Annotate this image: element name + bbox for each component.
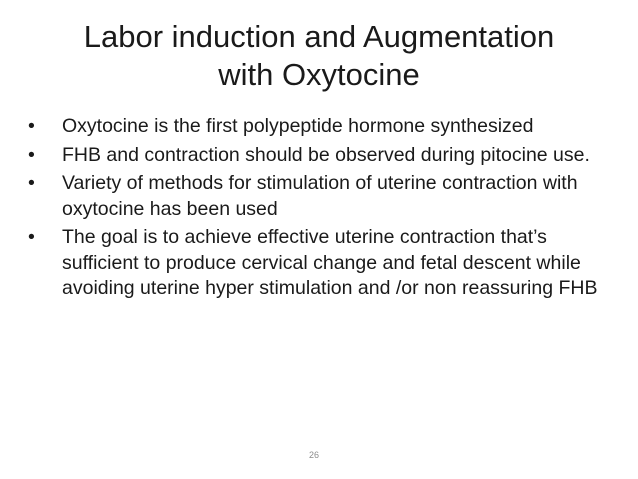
bullet-item [28, 114, 618, 140]
bullet-item [28, 171, 618, 222]
bullet-icon: • [28, 172, 35, 194]
bullet-text: Variety of methods for stimulation of uterine contraction with oxytocine has been used [62, 172, 578, 220]
bullet-icon: • [28, 143, 35, 166]
bullet-item [28, 143, 618, 169]
page-number: 26 [309, 450, 320, 460]
bullet-text: FHB and contraction should be observed during pitocine use. [62, 143, 590, 166]
bullet-item [28, 225, 618, 302]
slide-title-line-2: with Oxytocine [218, 57, 420, 92]
bullet-text: The goal is to achieve effective uterine contraction that’s sufficient to produce cervical change and fetal descent while avoiding uterine hyper stimulation and /or non reassuring FHB [62, 226, 598, 299]
bullet-icon: • [28, 115, 35, 137]
slide-title [40, 18, 598, 94]
slide-title-line-1: Labor induction and Augmentation [83, 19, 555, 54]
bullet-text: Oxytocine is the first polypeptide hormone synthesized [62, 115, 534, 137]
bullet-icon: • [28, 226, 35, 248]
bullet-list [28, 114, 618, 305]
